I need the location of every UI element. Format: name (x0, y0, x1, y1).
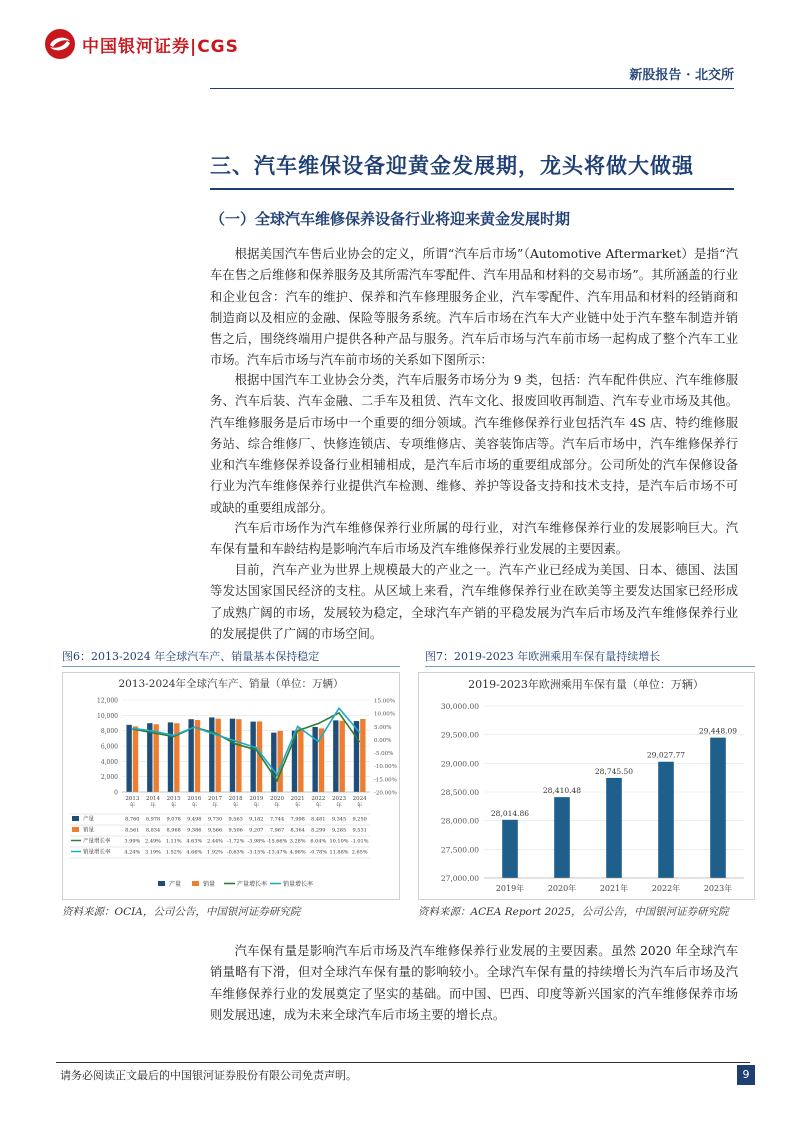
legend-label: 产量增长率 (237, 881, 268, 888)
legend-label: 销量 (203, 881, 216, 888)
brand-name: 中国银河证券|CGS (82, 37, 239, 57)
table-cell: 3.19% (145, 849, 161, 856)
x-tick-label: 年 (232, 803, 239, 809)
table-row-label: 销量 (83, 827, 95, 834)
x-tick-label: 年 (150, 803, 156, 809)
y-tick-label: 29,500.00 (440, 730, 479, 740)
bar-production (250, 722, 255, 792)
table-cell: 11.88% (329, 849, 349, 856)
global-production-sales-chart (62, 672, 400, 900)
table-cell: 2.65% (351, 849, 368, 856)
table-cell: -0.63% (226, 849, 245, 856)
legend-label: 销量增长率 (283, 881, 314, 888)
page-number: 9 (737, 1065, 755, 1085)
figure-caption-rule (62, 666, 400, 667)
table-cell: 4.66% (186, 849, 203, 856)
table-cell: 2.49% (145, 838, 161, 845)
x-tick-label: 年 (315, 803, 322, 809)
body-paragraph: 根据中国汽车工业协会分类，汽车后服务市场分为 9 类，包括：汽车配件供应、汽车维修服务、汽车后装、汽车金融、二手车及租赁、汽车文化、报废回收再制造、汽车专业市场及其他。汽车维修服务是后市场中一个重要的细分领域。汽车维修保养行业包括汽车 4S 店、特约维修服务站、综合维修厂、快修连锁店、专项维修店、美容装饰店等。汽车后市场中，汽车维修保养行业和汽车维修保养设备行业相辅相成，是汽车后市场的重要组成部分。公司所处的汽车保修设备行业为汽车维修保养行业提供汽车检测、维修、养护等设备支持和技术支持，是汽车后市场不可或缺的重要组成部分。 (210, 373, 738, 515)
figure-caption: 图7：2019-2023 年欧洲乘用车保有量持续增长 (425, 650, 661, 663)
table-cell: -1.01% (350, 838, 369, 845)
chart-title: 2013-2024年全球汽车产、销量（单位：万辆） (118, 678, 344, 690)
body-paragraph: 汽车保有量是影响汽车后市场及汽车维修保养行业发展的主要因素。虽然 2020 年全球汽车销量略有下滑，但对全球汽车保有量的影响较小。全球汽车保有量的持续增长为汽车后市场及汽车维修保养行业的发展奠定了坚实的基础。而中国、巴西、印度等新兴国家的汽车维修保养市场则发展迅速，成为未来全球汽车后市场主要的增长点。 (210, 944, 738, 1022)
table-cell: 9,285 (331, 827, 347, 834)
footer-disclaimer: 请务必阅读正文最后的中国银河证券股份有限公司免责声明。 (60, 1069, 357, 1082)
x-tick-label: 年 (191, 803, 198, 809)
y2-tick-label: 0.00% (374, 737, 392, 744)
table-cell: -3.98% (247, 838, 266, 845)
y-tick-label: 0 (114, 789, 118, 797)
legend-swatch (72, 816, 79, 821)
table-cell: 8,760 (125, 816, 140, 823)
x-tick-label: 2013 (125, 796, 140, 802)
table-cell: 9,506 (228, 827, 243, 834)
y2-tick-label: -5.00% (374, 751, 394, 758)
table-cell: 3.99% (124, 838, 141, 845)
table-cell: 7,998 (290, 816, 305, 823)
legend-label: 产量 (169, 881, 182, 888)
x-tick-label: 年 (356, 803, 363, 809)
data-label: 28,014.86 (490, 808, 530, 818)
table-row-label: 产量增长率 (83, 838, 111, 845)
bar-sales (236, 719, 241, 792)
table-cell: 1.52% (165, 849, 182, 856)
y2-tick-label: -20.00% (374, 790, 397, 797)
table-cell: 3.28% (289, 838, 306, 845)
y-tick-label: 28,500.00 (440, 788, 479, 797)
table-cell: 9,498 (187, 816, 202, 823)
body-paragraph: 目前，汽车产业为世界上规模最大的产业之一。汽车产业已经成为美国、日本、德国、法国等发达国家国民经济的支柱。从区域上来看，汽车维修保养行业在欧美等主要发达国家已经形成了成熟广阔的市场，发展较为稳定，全球汽车产销的平稳发展为汽车后市场及汽车维修保养行业的发展提供了广阔的市场空间。 (210, 563, 738, 641)
x-tick-label: 2022年 (651, 884, 681, 893)
table-cell: 9,078 (166, 816, 181, 823)
table-cell: 8,364 (290, 827, 305, 834)
x-tick-label: 2017 (208, 796, 222, 802)
y-tick-label: 27,000.00 (440, 874, 479, 883)
y-tick-label: 27,500.00 (440, 845, 479, 855)
x-tick-label: 年 (294, 803, 301, 809)
data-label: 28,410.48 (542, 786, 582, 796)
subsection-title: （一）全球汽车维修保养设备行业将迎来黄金发展时期 (210, 210, 571, 228)
table-cell: 2.44% (207, 838, 223, 845)
table-cell: 8,968 (166, 827, 181, 834)
x-tick-label: 年 (336, 803, 342, 809)
table-cell: 8,834 (145, 827, 161, 834)
bar (658, 762, 674, 878)
chart-title: 2019-2023年欧洲乘用车保有量（单位：万辆） (468, 678, 704, 691)
x-tick-label: 2016 (187, 796, 202, 802)
table-cell: 9,250 (352, 816, 367, 823)
y2-tick-label: -10.00% (374, 764, 397, 771)
table-cell: -3.15% (247, 849, 266, 856)
table-cell: 9,566 (207, 827, 223, 834)
y-tick-label: 30,000.00 (440, 702, 479, 711)
table-cell: 9,386 (187, 827, 202, 834)
europe-car-parc-chart (418, 672, 755, 900)
table-cell: 10.10% (329, 838, 349, 845)
x-tick-label: 2015 (166, 796, 181, 802)
bar-sales (360, 719, 365, 792)
legend-swatch (72, 827, 79, 832)
y2-tick-label: -15.00% (374, 777, 397, 784)
table-cell: 6.04% (310, 838, 327, 845)
table-row-label: 销量增长率 (83, 849, 111, 856)
figure-caption-rule (425, 666, 755, 667)
bar-sales (340, 721, 345, 792)
x-tick-label: 2023年 (703, 884, 733, 893)
y-tick-label: 28,000.00 (440, 816, 479, 826)
table-cell: 8,299 (311, 827, 326, 834)
x-tick-label: 2023 (332, 796, 346, 802)
company-logo (44, 28, 264, 60)
x-tick-label: 年 (212, 803, 218, 809)
table-cell: 9,345 (331, 816, 347, 823)
y-tick-label: 2,000 (100, 774, 118, 782)
table-cell: 8,561 (125, 827, 140, 834)
data-label: 29,027.77 (646, 750, 686, 760)
x-tick-label: 2022 (311, 796, 326, 802)
data-label: 28,745.50 (594, 766, 634, 776)
y-tick-label: 10,000 (97, 712, 118, 720)
table-cell: -13.47% (266, 849, 288, 856)
x-tick-label: 2019年 (495, 884, 525, 893)
bar (606, 778, 622, 878)
table-cell: -1.72% (226, 838, 245, 845)
y2-tick-label: 10.00% (374, 711, 395, 718)
bar-production (312, 727, 317, 792)
cgs-logo-icon (44, 28, 76, 60)
bar (710, 738, 726, 878)
bar-production (333, 720, 338, 792)
table-cell: 9,182 (249, 816, 264, 823)
table-cell: 8,481 (311, 816, 326, 823)
table-cell: 7,967 (269, 827, 285, 834)
x-tick-label: 年 (129, 803, 136, 809)
bar-production (230, 719, 235, 792)
section-divider (210, 188, 734, 190)
y-tick-label: 29,000.00 (440, 759, 479, 769)
y-tick-label: 4,000 (100, 758, 118, 766)
x-tick-label: 2018 (228, 796, 243, 802)
table-cell: 9,531 (352, 827, 367, 834)
table-cell: -0.78% (309, 849, 328, 856)
figure-source: 资料来源：OCIA，公司公告，中国银河证券研究院 (62, 906, 301, 918)
body-paragraph: 汽车后市场作为汽车维修保养行业所属的母行业，对汽车维修保养行业的发展影响巨大。汽车保有量和车龄结构是影响汽车后市场及汽车维修保养行业发展的主要因素。 (210, 521, 738, 557)
legend-swatch (192, 881, 199, 886)
table-cell: -15.66% (266, 838, 288, 845)
y2-tick-label: 5.00% (374, 724, 392, 731)
bar-sales (298, 728, 303, 792)
y-tick-label: 12,000 (97, 697, 118, 705)
x-tick-label: 2020年 (547, 884, 577, 893)
table-cell: 1.92% (207, 849, 223, 856)
table-cell: 1.11% (165, 838, 182, 845)
figure-caption: 图6：2013-2024 年全球汽车产、销量基本保持稳定 (62, 650, 320, 663)
bar-production (168, 722, 173, 792)
x-tick-label: 年 (274, 803, 280, 809)
table-cell: 8,978 (145, 816, 161, 823)
x-tick-label: 2014 (146, 796, 160, 802)
table-cell: 9,207 (249, 827, 264, 834)
table-cell: 9,563 (228, 816, 243, 823)
y-tick-label: 8,000 (100, 728, 118, 736)
table-cell: 4.63% (186, 838, 203, 845)
x-tick-label: 年 (170, 803, 177, 809)
table-cell: 4.24% (124, 849, 141, 856)
legend-swatch (158, 881, 165, 886)
table-cell: 9,730 (207, 816, 223, 823)
y2-tick-label: 15.00% (374, 698, 395, 705)
bar-sales (216, 719, 221, 792)
report-type-label: 新股报告 · 北交所 (629, 68, 734, 83)
table-cell: 4.98% (289, 849, 306, 856)
y-tick-label: 6,000 (100, 743, 118, 751)
bar-production (126, 725, 131, 792)
x-tick-label: 2024 (352, 796, 367, 802)
bar (502, 820, 518, 878)
x-tick-label: 2020 (270, 796, 284, 802)
bar-production (271, 733, 276, 792)
bar-production (147, 723, 152, 792)
x-tick-label: 年 (253, 803, 260, 809)
data-label: 29,448.09 (698, 726, 738, 736)
x-tick-label: 2021 (290, 796, 305, 802)
x-tick-label: 2021年 (599, 884, 629, 893)
table-row-label: 产量 (83, 816, 95, 823)
bar-sales (195, 720, 200, 792)
table-cell: 7,744 (269, 816, 285, 823)
bar (554, 797, 570, 878)
section-title: 三、汽车维保设备迎黄金发展期，龙头将做大做强 (210, 153, 694, 178)
footer-divider (56, 1062, 750, 1063)
figure-source: 资料来源：ACEA Report 2025，公司公告，中国银河证券研究院 (418, 906, 729, 918)
body-paragraph: 根据美国汽车售后业协会的定义，所谓“汽车后市场”（Automotive Aftermarket）是指“汽车在售之后维修和保养服务及其所需汽车零配件、汽车用品和材料的交易市场”。其所涵盖的行业和企业包含：汽车的维护、保养和汽车修理服务企业，汽车零配件、汽车用品和材料的经销商和制造商以及相应的金融、保险等服务系统。汽车后市场在汽车大产业链中处于汽车整车制造并销售之后，围绕终端用户提供各种产品与服务。汽车后市场与汽车前市场一起构成了整个汽车工业市场。汽车后市场与汽车前市场的关系如下图所示： (210, 247, 738, 368)
header-divider (210, 88, 734, 89)
bar-sales (133, 726, 138, 792)
bar-production (209, 717, 214, 792)
x-tick-label: 2019 (249, 796, 264, 802)
